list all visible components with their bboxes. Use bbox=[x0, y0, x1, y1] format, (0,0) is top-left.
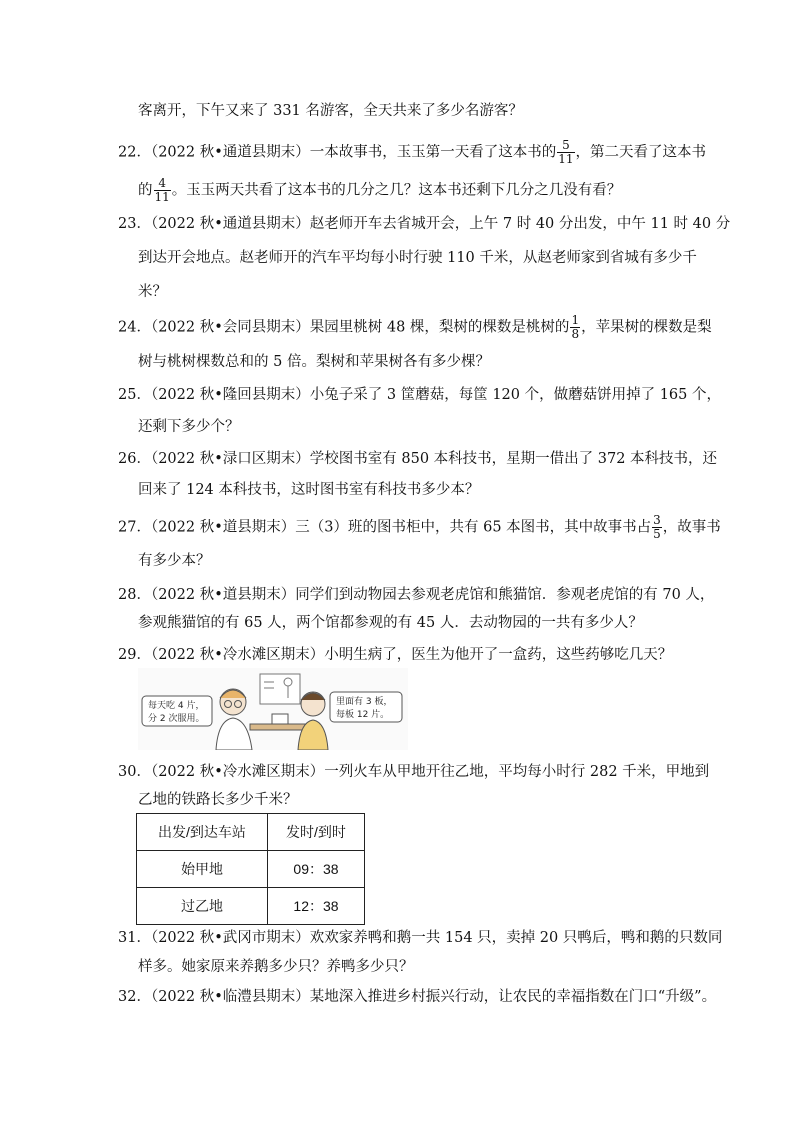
q22-text-a: 22．（2022 秋•通道县期末）一本故事书，玉玉第一天看了这本书的 bbox=[118, 144, 557, 161]
question-23-line2: 到达开会地点。赵老师开的汽车平均每小时行驶 110 千米，从赵老师家到省城有多少千 bbox=[138, 250, 697, 266]
question-23-line1: 23．（2022 秋•通道县期末）赵老师开车去省城开会，上午 7 时 40 分出发，中午 11 时 40 分 bbox=[118, 216, 731, 232]
line-continuation: 客离开，下午又来了 331 名游客，全天共来了多少名游客？ bbox=[138, 103, 523, 119]
q27-text-a: 27．（2022 秋•道县期末）三（3）班的图书柜中，共有 65 本图书，其中故事书占 bbox=[118, 519, 652, 536]
q27-text-b: ，故事书 bbox=[662, 519, 721, 536]
question-26-line2: 回来了 124 本科技书，这时图书室有科技书多少本？ bbox=[138, 482, 480, 498]
medicine-illustration bbox=[138, 668, 408, 750]
train-schedule-table bbox=[136, 813, 365, 925]
fraction-denominator: 8 bbox=[571, 327, 580, 341]
fraction-denominator: 11 bbox=[154, 190, 170, 204]
table-cell: 过乙地 bbox=[137, 888, 268, 925]
question-27-line1 bbox=[118, 514, 721, 541]
table-header-cell: 发时/到时 bbox=[268, 814, 365, 851]
question-25-line2: 还剩下多少个？ bbox=[138, 419, 240, 435]
fraction-1-8 bbox=[570, 314, 580, 341]
svg-text:分 2 次服用。 bbox=[148, 712, 204, 724]
medicine-box bbox=[272, 714, 288, 724]
question-22-line2 bbox=[138, 177, 621, 204]
desk bbox=[250, 724, 310, 730]
fraction-numerator: 5 bbox=[557, 139, 574, 153]
question-28-line2: 参观熊猫馆的有 65 人，两个馆都参观的有 45 人．去动物园的一共有多少人？ bbox=[138, 615, 643, 631]
fraction-numerator: 3 bbox=[653, 513, 661, 527]
fraction-numerator: 4 bbox=[154, 177, 171, 191]
question-24-line2: 树与桃树棵数总和的 5 倍。梨树和苹果树各有多少棵？ bbox=[138, 354, 490, 370]
question-28-line1: 28．（2022 秋•道县期末）同学们到动物园去参观老虎馆和熊猫馆．参观老虎馆的有 70 人， bbox=[118, 587, 715, 603]
question-29: 29．（2022 秋•冷水滩区期末）小明生病了，医生为他开了一盒药，这些药够吃几天？ bbox=[118, 647, 673, 663]
question-31-line1: 31．（2022 秋•武冈市期末）欢欢家养鸭和鹅一共 154 只，卖掉 20 只鸭后，鸭和鹅的只数同 bbox=[118, 930, 723, 946]
fraction-3-5 bbox=[652, 514, 662, 541]
svg-text:里面有 3 板， bbox=[336, 695, 392, 707]
fraction-numerator: 1 bbox=[571, 313, 580, 327]
boy-bubble-line2: 每板 12 片。 bbox=[336, 710, 390, 720]
boy-bubble-line1: 里面有 3 板， bbox=[336, 697, 393, 707]
table-header-row bbox=[137, 814, 365, 851]
doctor-bubble-line1: 每天吃 4 片， bbox=[148, 701, 205, 711]
fraction-denominator: 5 bbox=[653, 527, 661, 541]
question-25-line1: 25．（2022 秋•隆回县期末）小兔子采了 3 筐蘑菇，每筐 120 个，做蘑菇饼用掉了 165 个， bbox=[118, 387, 721, 403]
wall-chart bbox=[260, 674, 300, 704]
question-26-line1: 26．（2022 秋•渌口区期末）学校图书室有 850 本科技书，星期一借出了 372 本科技书，还 bbox=[118, 451, 718, 467]
table-row bbox=[137, 888, 365, 925]
table-cell: 12：38 bbox=[268, 888, 365, 925]
table-row bbox=[137, 851, 365, 888]
question-23-line3: 米？ bbox=[138, 284, 167, 300]
question-30-line1: 30．（2022 秋•冷水滩区期末）一列火车从甲地开往乙地，平均每小时行 282 千米，甲地到 bbox=[118, 764, 710, 780]
q24-text-a: 24．（2022 秋•会同县期末）果园里桃树 48 棵，梨树的棵数是桃树的 bbox=[118, 319, 570, 336]
table-header-cell: 出发/到达车站 bbox=[137, 814, 268, 851]
svg-text:每板 12 片。 bbox=[336, 708, 389, 720]
doctor-bubble-line2: 分 2 次服用。 bbox=[148, 714, 205, 724]
q22-text-b: ，第二天看了这本书 bbox=[575, 144, 707, 161]
table-cell: 始甲地 bbox=[137, 851, 268, 888]
question-27-line2: 有多少本？ bbox=[138, 553, 211, 569]
q24-text-b: ，苹果树的棵数是梨 bbox=[581, 319, 712, 336]
svg-text:每天吃 4 片， bbox=[148, 699, 204, 711]
question-32: 32．（2022 秋•临澧县期末）某地深入推进乡村振兴行动，让农民的幸福指数在门口“升级”。 bbox=[118, 989, 717, 1005]
question-30-line2: 乙地的铁路长多少千米？ bbox=[138, 792, 298, 808]
q22-text-d: 。玉玉两天共看了这本书的几分之几？这本书还剩下几分之几没有看？ bbox=[171, 182, 622, 199]
fraction-5-11 bbox=[557, 139, 574, 166]
q22-text-c: 的 bbox=[138, 182, 153, 199]
table-cell: 09：38 bbox=[268, 851, 365, 888]
question-24-line1 bbox=[118, 314, 712, 341]
question-22-line1 bbox=[118, 139, 706, 166]
fraction-denominator: 11 bbox=[558, 152, 574, 166]
fraction-4-11 bbox=[154, 177, 171, 204]
question-31-line2: 样多。她家原来养鹅多少只？养鸭多少只？ bbox=[138, 959, 414, 975]
